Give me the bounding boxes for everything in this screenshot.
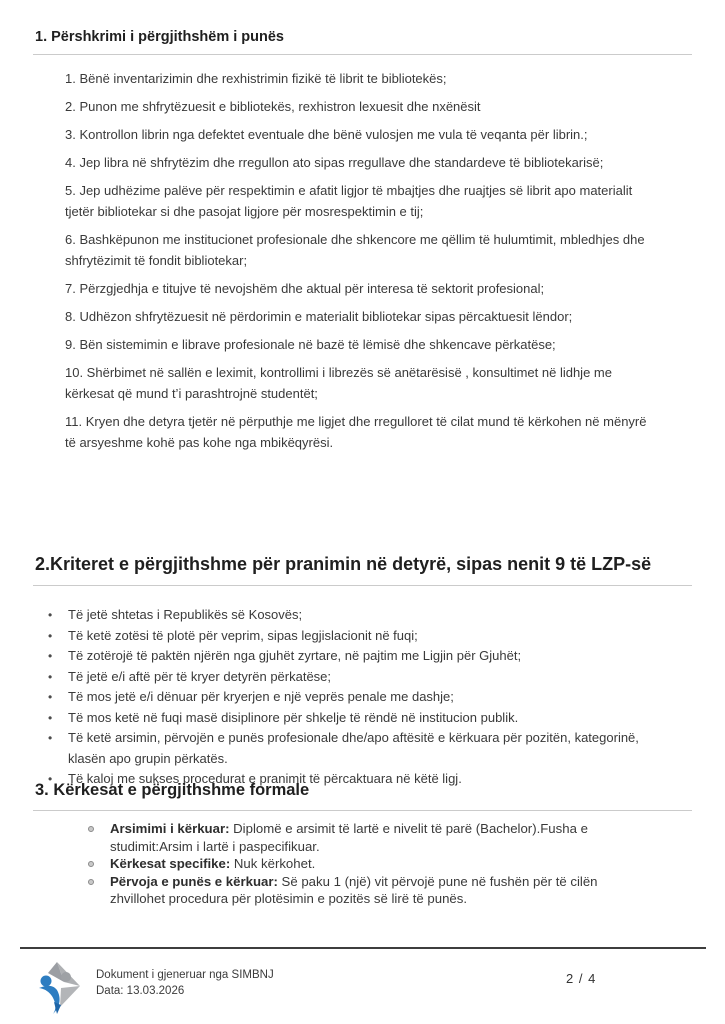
criteria-item: • Të jetë shtetas i Republikës së Kosovës; — [33, 605, 655, 626]
criteria-item: • Të mos jetë e/i dënuar për kryerjen e një veprës penale me dashje; — [33, 687, 655, 708]
job-duty-item: 1. Bënë inventarizimin dhe rexhistrimin fizikë të librit te bibliotekës; — [65, 71, 447, 86]
page-indicator: 2 / 4 — [566, 971, 597, 986]
criteria-item: • Të jetë e/i aftë për të kryer detyrën përkatëse; — [33, 667, 655, 688]
job-duty-item: 8. Udhëzon shfrytëzuesit në përdorimin e materialit bibliotekar sipas përcaktuesit lëndor; — [65, 309, 573, 324]
formal-requirements-list — [33, 820, 633, 908]
requirement-text: Nuk kërkohet. — [233, 856, 316, 871]
requirement-text: Diplomë e arsimit të lartë e nivelit të parë (Bachelor).Fusha e studimit:Arsim i lartë i paspecifikuar. — [110, 821, 588, 854]
job-duty-item: 4. Jep libra në shfrytëzim dhe rregullon ato sipas rregullave dhe standardeve të bibliotekarisë; — [65, 155, 604, 170]
simbnj-logo-icon — [33, 961, 81, 1015]
criteria-item: • Të ketë arsimin, përvojën e punës profesionale dhe/apo aftësitë e kërkuara për pozitën, kategorinë, klasën apo grupin përkatës. — [33, 728, 655, 769]
criteria-item: • Të zotërojë të paktën njërën nga gjuhët zyrtare, në pajtim me Ligjin për Gjuhët; — [33, 646, 655, 667]
footer-date: Data: 13.03.2026 — [96, 985, 185, 997]
section-title: 3. Kërkesat e përgjithshme formale — [33, 778, 692, 811]
job-duty-item: 6. Bashkëpunon me institucionet profesionale dhe shkencore me qëllim të hulumtimit, mbledhjes dhe shfrytëzimit të fondit bibliotekar; — [65, 232, 645, 268]
requirement-label: Përvoja e punës e kërkuar: — [110, 873, 278, 889]
job-duty-item: 5. Jep udhëzime palëve për respektimin e afatit ligjor të mbajtjes dhe ruajtjes së librit apo materialit tjetër bibliotekar si dhe pasojat ligjore për mosrespektimin e tij; — [65, 183, 633, 219]
job-duty-item: 2. Punon me shfrytëzuesit e bibliotekës, rexhistron lexuesit dhe nxënësit — [65, 99, 481, 114]
footer-meta — [96, 961, 274, 1015]
job-duty-item: 7. Përzgjedhja e titujve të nevojshëm dhe aktual për interesa të sektorit profesional; — [65, 281, 545, 296]
section-title: 2.Kriteret e përgjithshme për pranimin në detyrë, sipas nenit 9 të LZP-së — [33, 551, 692, 586]
requirement-text: Së paku 1 (një) vit përvojë pune në fushën për të cilën zhvillohet procedura për plotësimin e pozitës së lirë të punës. — [110, 873, 598, 906]
requirement-label: Arsimimi i kërkuar: — [110, 821, 230, 836]
section-formal-requirements — [33, 778, 692, 908]
footer-generated-by: Dokument i gjeneruar nga SIMBNJ — [96, 969, 274, 981]
formal-requirement-item — [33, 873, 633, 908]
requirement-label: Kërkesat specifike: — [110, 856, 231, 871]
formal-requirement-item — [33, 855, 633, 873]
job-duties-list — [65, 68, 657, 453]
criteria-list — [33, 605, 655, 790]
section-general-criteria — [33, 551, 692, 790]
section-title: 1. Përshkrimi i përgjithshëm i punës — [33, 28, 692, 55]
job-duty-item: 10. Shërbimet në sallën e leximit, kontrollimi i librezës së anëtarësisë , konsultimet në lidhje me kërkesat që mund t’i parashtrojnë studentët; — [65, 365, 612, 401]
criteria-item: • Të kaloj me sukses procedurat e pranimit të përcaktuara në këtë ligj. — [33, 769, 655, 790]
formal-requirement-item — [33, 820, 633, 855]
job-duty-item: 3. Kontrollon librin nga defektet eventuale dhe bënë vulosjen me vula të veqanta për librin.; — [65, 127, 588, 142]
job-duty-item: 9. Bën sistemimin e librave profesionale në bazë të lëmisë dhe shkencave përkatëse; — [65, 337, 556, 352]
job-duty-item: 11. Kryen dhe detyra tjetër në përputhje me ligjet dhe rregulloret të cilat mund të kërkohen në mënyrë të arsyeshme kohë pas kohe nga mbikëqyrësi. — [65, 414, 647, 450]
section-job-description — [33, 28, 692, 460]
criteria-item: • Të mos ketë në fuqi masë disiplinore për shkelje të rëndë në institucion publik. — [33, 708, 655, 729]
criteria-item: • Të ketë zotësi të plotë për veprim, sipas legjislacionit në fuqi; — [33, 626, 655, 647]
footer — [33, 961, 274, 1015]
footer-divider — [20, 947, 706, 949]
